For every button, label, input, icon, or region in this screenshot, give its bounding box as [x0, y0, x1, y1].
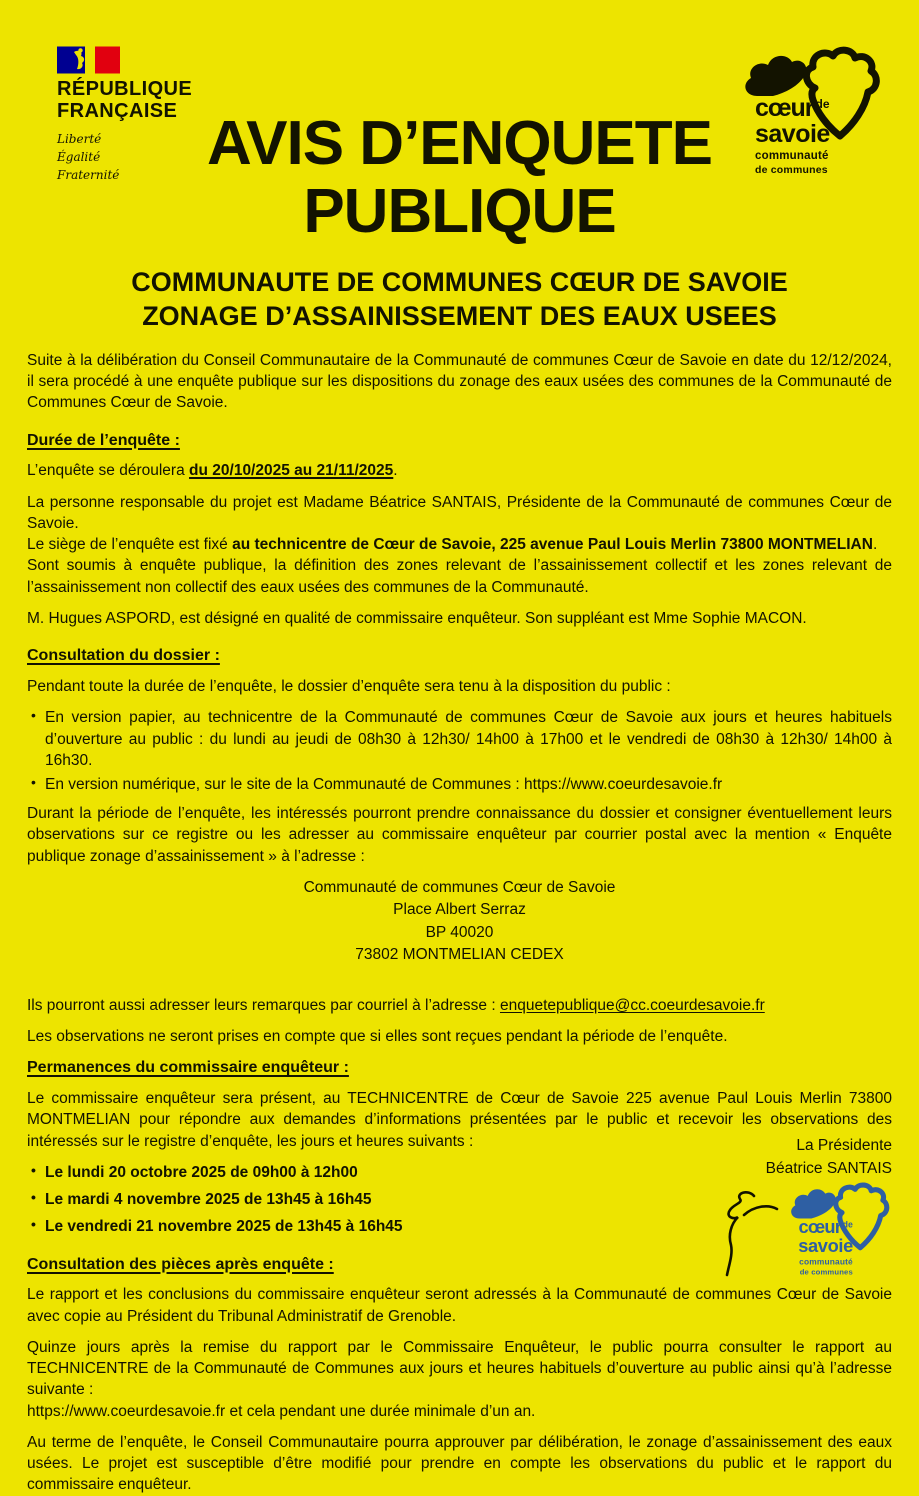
coeur-de-savoie-logo-footer: [788, 1182, 892, 1277]
email-link[interactable]: enquetepublique@cc.coeurdesavoie.fr: [499, 996, 765, 1014]
subtitle-line1: COMMUNAUTE DE COMMUNES CŒUR DE SAVOIE: [131, 267, 788, 298]
logo-word-savoie: savoie: [755, 120, 830, 148]
signature-name: Béatrice SANTAIS: [765, 1159, 892, 1177]
motto-liberte: Liberté: [57, 132, 102, 146]
rapport-paragraph: Le rapport et les conclusions du commissaire enquêteur seront adressés à la Communauté de communes Cœur de Savoie avec copie au Président du Tribunal Administratif de Grenoble.: [27, 1286, 892, 1325]
coeur-de-savoie-logo-header: [741, 46, 881, 176]
consultation-rapport-paragraph: Quinze jours après la remise du rapport par le Commissaire Enquêteur, le public pourra consulter le rapport au TECHNICENTRE de la Communauté de Communes aux jours et heures habituels d’ouverture au public ainsi qu’à l’adresse suivante : https://www.coeurdesavoie.fr et cela pendant une durée minimale d’un an.: [27, 1338, 892, 1420]
permanence-date: • Le lundi 20 octobre 2025 de 09h00 à 12h00: [27, 1162, 892, 1183]
title-line2: PUBLIQUE: [303, 177, 616, 247]
handwritten-signature-icon: [714, 1188, 780, 1286]
logo-word-coeur: cœur: [798, 1217, 842, 1238]
republique-line2: FRANÇAISE: [57, 100, 178, 122]
consultation-list: [27, 707, 892, 795]
siege-line: Le siège de l’enquête est fixé au technicentre de Cœur de Savoie, 225 avenue Paul Louis Merlin 73800 MONTMELIAN.: [27, 536, 878, 554]
logo-word-de: de: [842, 1219, 853, 1230]
motto-egalite: Égalité: [57, 150, 101, 164]
enquete-date-range: du 20/10/2025 au 21/11/2025: [189, 462, 394, 480]
logo-word-de: de: [815, 97, 830, 111]
list-item-version-numerique: • En version numérique, sur le site de la Communauté de Communes : https://www.coeurdesavoie.fr: [27, 774, 892, 795]
notice-body: [27, 350, 892, 1496]
logo-sub-communaute: communauté: [799, 1257, 853, 1267]
permanences-intro: Le commissaire enquêteur sera présent, au TECHNICENTRE de Cœur de Savoie 225 avenue Paul Louis Merlin 73800 MONTMELIAN pour répondre aux demandes d’informations présentées par le public et recevoir les observations des intéressés sur le registre d’enquête, les jours et heures suivants :: [27, 1090, 892, 1150]
logo-word-coeur: cœur: [755, 94, 814, 122]
french-flag-icon: [57, 46, 121, 74]
logo-sub-de-communes: de communes: [799, 1267, 853, 1277]
website-link[interactable]: https://www.coeurdesavoie.fr: [524, 775, 723, 793]
list-item-version-papier: • En version papier, au technicentre de la Communauté de communes Cœur de Savoie aux jours et heures habituels d’ouverture au public : du lundi au jeudi de 08h30 à 12h30/ 14h00 à 17h00 et le vendredi de 08h30 à 12h30/ 14h00 à 16h30.: [27, 707, 892, 771]
section-heading-consultation-dossier: Consultation du dossier :: [27, 647, 220, 665]
zones-line: Sont soumis à enquête publique, la définition des zones relevant de l’assainissement collectif et les zones relevant de l’assainissement non collectif des eaux usées des communes de la Communauté.: [27, 557, 892, 596]
signature-role: La Présidente: [796, 1137, 892, 1155]
republique-francaise-block: [57, 46, 247, 184]
duree-paragraph-group: [27, 492, 892, 598]
section-heading-permanences: Permanences du commissaire enquêteur :: [27, 1059, 349, 1077]
siege-address: au technicentre de Cœur de Savoie, 225 avenue Paul Louis Merlin 73800 MONTMELIAN: [232, 536, 873, 554]
intro-paragraph: Suite à la délibération du Conseil Communautaire de la Communauté de communes Cœur de Savoie en date du 12/12/2024, il sera procédé à une enquête publique sur les dispositions du zonage des eaux usées des communes de la Communauté de Communes Cœur de Savoie.: [27, 351, 892, 412]
website-link-2[interactable]: https://www.coeurdesavoie.fr: [27, 1402, 226, 1420]
logo-sub-communaute: communauté: [755, 150, 829, 162]
section-heading-pieces: Consultation des pièces après enquête :: [27, 1255, 334, 1273]
consultation-intro: Pendant toute la durée de l’enquête, le dossier d’enquête sera tenu à la disposition du public :: [27, 678, 671, 696]
section-heading-duree: Durée de l’enquête :: [27, 431, 180, 449]
title-line1: AVIS D’ENQUETE: [206, 109, 713, 178]
approbation-paragraph: Au terme de l’enquête, le Conseil Communautaire pourra approuver par délibération, le zonage d’assainissement des eaux usées. Le projet est susceptible d’être modifié pour prendre en compte les observations du public et le rapport du commissaire enquêteur.: [27, 1433, 892, 1494]
logo-word-savoie: savoie: [798, 1236, 853, 1257]
permanence-date: • Le vendredi 21 novembre 2025 de 13h45 à 16h45: [27, 1216, 892, 1237]
observations-delai-line: Les observations ne seront prises en compte que si elles sont reçues pendant la période de l’enquête.: [27, 1028, 728, 1046]
postal-address-block: [27, 877, 892, 967]
address-line: BP 40020: [425, 923, 494, 941]
observations-registre-paragraph: Durant la période de l’enquête, les intéressés pourront prendre connaissance du dossier et consigner éventuellement leurs observations sur ce registre ou les adresser au commissaire enquêteur par courrier postal avec la mention « Enquête publique zonage d’assainissement » à l’adresse :: [27, 805, 892, 865]
address-line: 73802 MONTMELIAN CEDEX: [355, 946, 564, 964]
page-subtitle: [0, 266, 919, 334]
signature-block: [632, 1135, 892, 1286]
address-line: Place Albert Serraz: [393, 901, 526, 919]
commissaire-line: M. Hugues ASPORD, est désigné en qualité de commissaire enquêteur. Son suppléant est Mme Sophie MACON.: [27, 609, 807, 627]
courriel-line: Ils pourront aussi adresser leurs remarques par courriel à l’adresse : enquetepublique@cc.coeurdesavoie.fr: [27, 996, 765, 1014]
permanence-date: • Le mardi 4 novembre 2025 de 13h45 à 16h45: [27, 1189, 892, 1210]
motto-fraternite: Fraternité: [57, 168, 120, 182]
duree-dates-line: L’enquête se déroulera du 20/10/2025 au 21/11/2025.: [27, 462, 398, 480]
address-line: Communauté de communes Cœur de Savoie: [303, 878, 616, 896]
responsable-line: La personne responsable du projet est Madame Béatrice SANTAIS, Présidente de la Communauté de communes Cœur de Savoie.: [27, 493, 892, 532]
subtitle-line2: ZONAGE D’ASSAINISSEMENT DES EAUX USEES: [142, 301, 777, 332]
logo-sub-de-communes: de communes: [755, 163, 828, 176]
republique-line1: RÉPUBLIQUE: [57, 78, 193, 100]
